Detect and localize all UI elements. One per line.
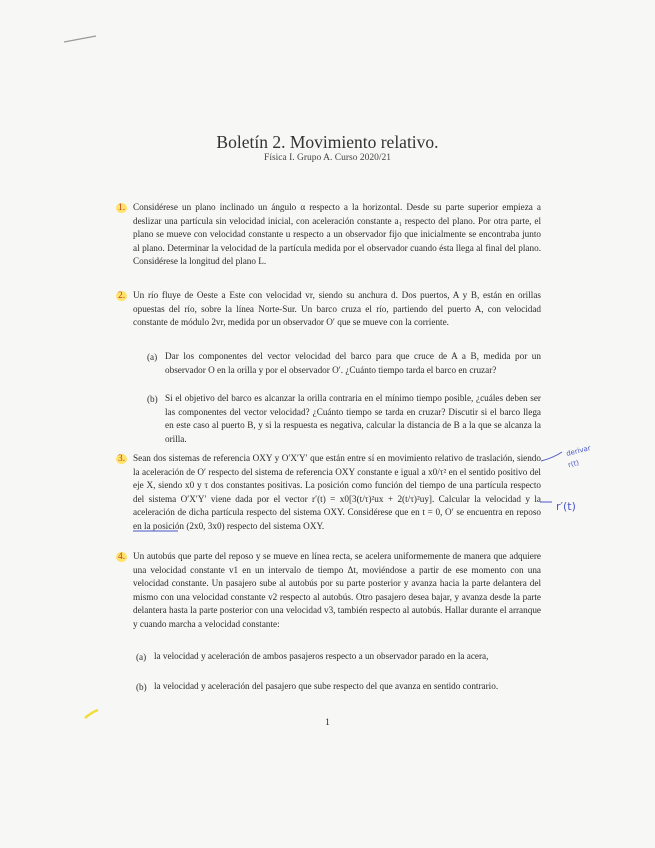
problem-3-text: Sean dos sistemas de referencia OXY y O′X′Y′ que están entre sí en movimiento relativo de traslación, siendo la aceleración de O′ respecto del sistema de referencia OXY constante e igual a x0/τ² en el sentido positivo del eje X, siendo x0 y τ dos constantes positivas. La posición como función del tiempo de una partícula respecto del sistema O′X′Y′ viene dada por el vector r′(t) = x0[3(t/τ)²ux + 2(t/τ)²uy]. Calcular la velocidad y la aceleración de dicha partícula respecto del sistema OXY. Considérese que en t = 0, O′ se encuentra en reposo en la posición (2x0, 3x0) respecto del sistema OXY. <box>133 453 541 531</box>
problem-2-text: Un río fluye de Oeste a Este con velocidad vr, siendo su anchura d. Dos puertos, A y B, están en orillas opuestas del río, sobre la línea Norte-Sur. Un barco cruza el río, partiendo del puerto A, con velocidad constante de módulo 2vr, medida por un observador O′ que se mueve con la corriente. <box>133 290 541 328</box>
problem-4a-label: (a) <box>136 652 147 662</box>
handwritten-r-prime: r′(t) <box>556 500 576 513</box>
page-number: 1 <box>325 718 330 728</box>
problem-1-text: Considérese un plano inclinado un ángulo α respecto a la horizontal. Desde su parte superior empieza a deslizar una partícula sin velocidad inicial, con aceleración constante a₁ respecto del plano. Por otra parte, el plano se mueve con velocidad constante u respecto a un observador fijo que inicialmente se encontraba junto al plano. Determinar la velocidad de la partícula medida por el observador cuando ésta llega al final del plano. Considérese la longitud del plano L. <box>133 202 541 267</box>
problem-2b-label: (b) <box>147 394 158 404</box>
handwritten-note-line1: derivar <box>565 444 592 458</box>
scribble-top-left <box>64 36 96 42</box>
problem-4b-text: la velocidad y aceleración del pasajero que sube respecto del que avanza en sentido contrario. <box>154 681 499 691</box>
problem-2b-text: Si el objetivo del barco es alcanzar la orilla contraria en el mínimo tiempo posible, ¿cuáles deben ser las componentes del vector velocidad? ¿Cuánto tiempo se tarda en cruzar? Discutir si el barco llega en este caso al puerto B, y si la respuesta es negativa, calcular la distancia de B a la que se alcanza la orilla. <box>165 393 541 444</box>
problem-4a-text: la velocidad y aceleración de ambos pasajeros respecto a un observador parado en la acera, <box>154 651 489 661</box>
problem-2a-text: Dar los componentes del vector velocidad del barco para que cruce de A a B, medida por un observador O en la orilla y por el observador O′. ¿Cuánto tiempo tarda el barco en cruzar? <box>165 351 541 375</box>
page-subtitle: Física I. Grupo A. Curso 2020/21 <box>264 153 391 163</box>
problem-4-text: Un autobús que parte del reposo y se mueve en línea recta, se acelera uniformemente de manera que adquiere una velocidad constante v1 en un intervalo de tiempo Δt, moviéndose a partir de ese momento con una velocidad constante. Un pasajero sube al autobús por su parte posterior y avanza hacia la parte delantera del mismo con una velocidad constante v2 respecto al autobús. Otro pasajero desea bajar, y avanza desde la parte delantera hasta la parte posterior con una velocidad v3, también respecto al autobús. Hallar durante el arranque y cuando marcha a velocidad constante: <box>133 551 541 629</box>
page-title: Boletín 2. Movimiento relativo. <box>216 132 439 152</box>
highlighter-stroke <box>85 710 98 718</box>
annotation-arrow-1 <box>541 452 562 461</box>
handwritten-note-line2: r(t) <box>567 458 580 470</box>
problem-2a-label: (a) <box>147 352 158 362</box>
problem-2-number: 2. <box>118 291 126 301</box>
problem-4-number: 4. <box>118 552 126 562</box>
problem-3-number: 3. <box>118 454 126 464</box>
problem-4b-label: (b) <box>136 682 147 692</box>
problem-1-number: 1. <box>118 203 126 213</box>
